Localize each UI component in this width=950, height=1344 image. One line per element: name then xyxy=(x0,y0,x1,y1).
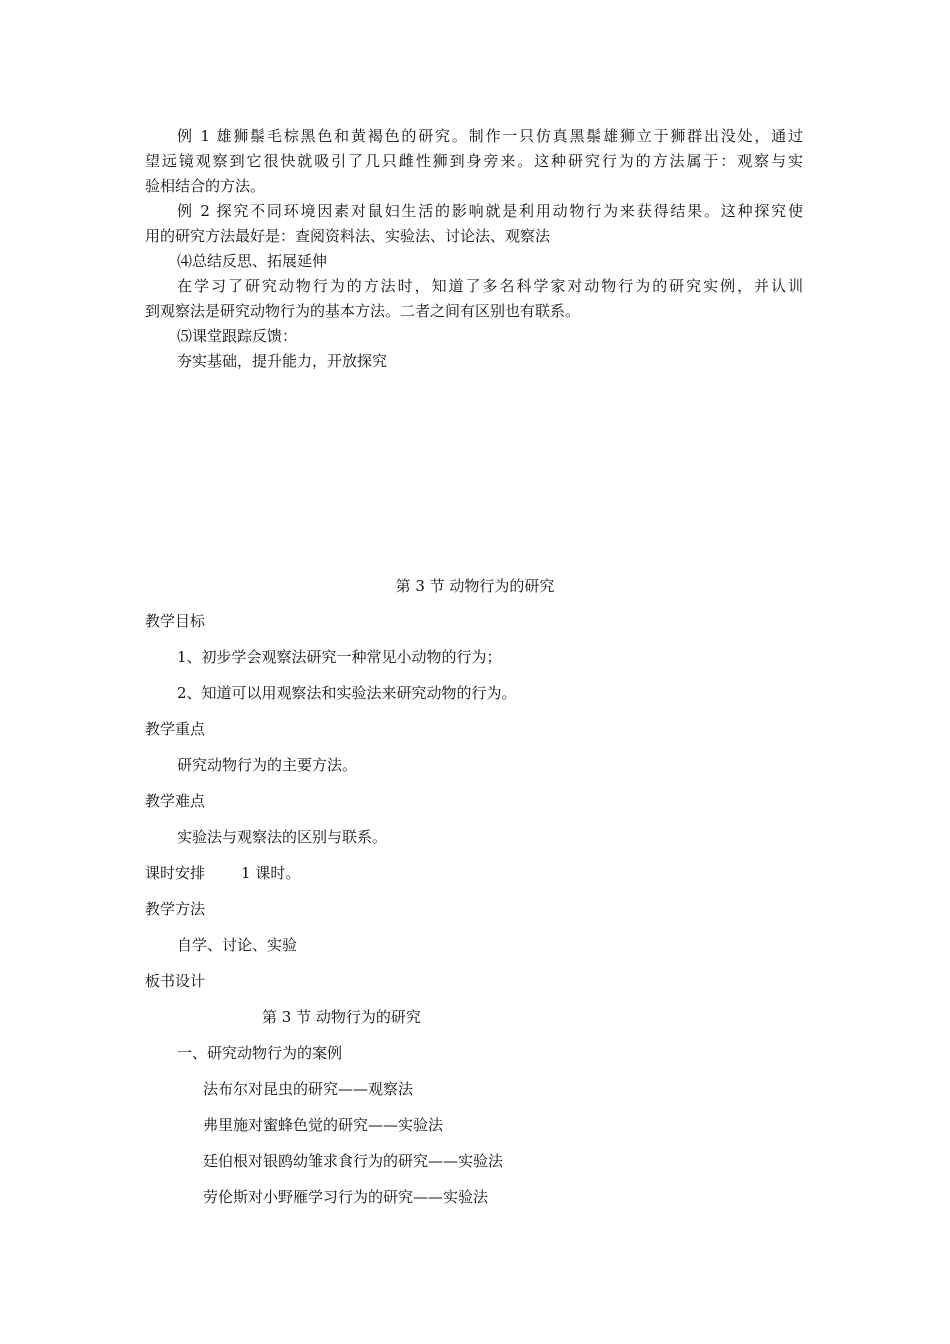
example-2-line-1: 例 2 探究不同环境因素对鼠妇生活的影响就是利用动物行为来获得结果。这种探究使 xyxy=(177,202,803,220)
section-4-heading: ⑷总结反思、拓展延伸 xyxy=(177,252,328,270)
focus-text: 研究动物行为的主要方法。 xyxy=(177,756,358,774)
board-heading: 板书设计 xyxy=(145,972,206,990)
case-item: 廷伯根对银鸥幼雏求食行为的研究——实验法 xyxy=(203,1152,504,1170)
goal-1: 1、初步学会观察法研究一种常见小动物的行为； xyxy=(177,648,502,666)
method-heading: 教学方法 xyxy=(145,900,206,918)
goals-heading: 教学目标 xyxy=(145,612,206,630)
section-5-heading: ⑸课堂跟踪反馈： xyxy=(177,327,298,345)
lesson-title: 第 3 节 动物行为的研究 xyxy=(395,577,555,595)
summary-line-1: 在学习了研究动物行为的方法时，知道了多名科学家对动物行为的研究实例，并认训 xyxy=(177,277,803,295)
board-title: 第 3 节 动物行为的研究 xyxy=(262,1008,421,1026)
board-section: 一、研究动物行为的案例 xyxy=(177,1044,343,1062)
example-1-line-3: 验相结合的方法。 xyxy=(145,177,266,195)
case-item: 弗里施对蜜蜂色觉的研究——实验法 xyxy=(203,1116,444,1134)
goal-2: 2、知道可以用观察法和实验法来研究动物的行为。 xyxy=(177,684,517,702)
section-5-text: 夯实基础，提升能力，开放探究 xyxy=(177,352,388,370)
example-1-line-2: 望远镜观察到它很快就吸引了几只雌性狮到身旁来。这种研究行为的方法属于：观察与实 xyxy=(145,152,803,170)
summary-line-2: 到观察法是研究动物行为的基本方法。二者之间有区别也有联系。 xyxy=(145,302,581,320)
example-2-line-2: 用的研究方法最好是：查阅资料法、实验法、讨论法、观察法 xyxy=(145,227,551,245)
method-text: 自学、讨论、实验 xyxy=(177,936,298,954)
example-1-line-1: 例 1 雄狮鬃毛棕黑色和黄褐色的研究。制作一只仿真黑鬃雄狮立于狮群出没处，通过 xyxy=(177,127,803,145)
difficulty-text: 实验法与观察法的区别与联系。 xyxy=(177,828,388,846)
time-row xyxy=(145,864,950,882)
focus-heading: 教学重点 xyxy=(145,720,206,738)
time-heading: 课时安排 xyxy=(145,864,206,882)
case-item: 劳伦斯对小野雁学习行为的研究——实验法 xyxy=(203,1188,489,1206)
time-value: 1 课时。 xyxy=(241,864,301,882)
difficulty-heading: 教学难点 xyxy=(145,792,206,810)
case-item: 法布尔对昆虫的研究——观察法 xyxy=(203,1080,414,1098)
